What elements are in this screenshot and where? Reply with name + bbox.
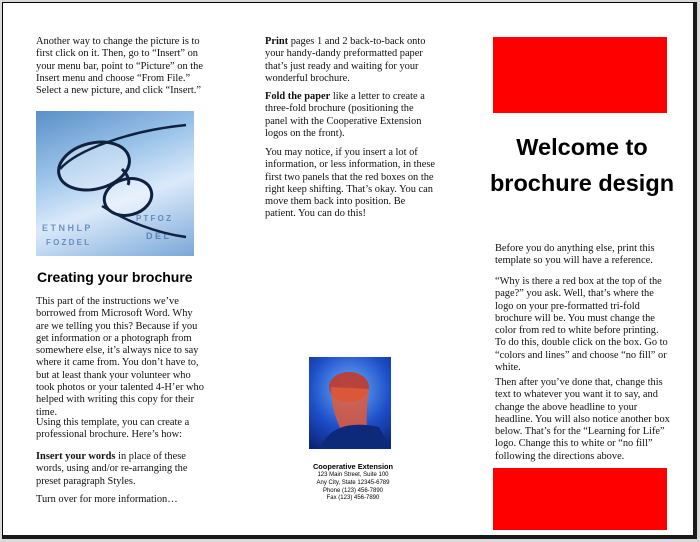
print-label: Print xyxy=(265,36,289,47)
print-para xyxy=(265,36,437,85)
welcome-headline: Welcome to brochure design xyxy=(489,134,675,196)
svg-text:F O Z D E L: F O Z D E L xyxy=(46,238,90,247)
bust-sculpture-icon xyxy=(309,357,391,449)
insert-words-para xyxy=(36,451,206,488)
bust-photo[interactable] xyxy=(309,357,391,449)
org-city: Any City, State 12345-6789 xyxy=(316,479,390,486)
creating-brochure-body: This part of the instructions we’ve borrowed from Microsoft Word. Why are we telling you this? Because if you get information or a photograph from somewhere else, it’s always nice to say where it came from. You don’t have to, but at least thank your volunteer who took photos or your talented 4-H’er who helped with writing this copy for their time. xyxy=(36,296,204,418)
brochure-page xyxy=(2,2,697,539)
red-box-explanation: “Why is there a red box at the top of the page?” you ask. Well, that’s where the logo on your pre-formatted tri-fold brochure will be. You must change the color from red to white before printing. To do this, double click on the box. Go to “colors and lines” and choose “no fill” or white. xyxy=(495,276,668,374)
fold-text: like a letter to create a three-fold brochure (positioning the panel with the Cooperative Extension logos on the front). xyxy=(265,91,425,139)
insert-words-text: in place of these words, using and/or re-arranging the preset paragraph Styles. xyxy=(36,451,188,487)
insert-words-label: Insert your words xyxy=(36,451,116,462)
cooperative-extension-contact xyxy=(293,461,413,503)
logo-placeholder-box[interactable] xyxy=(493,37,667,113)
learning-for-life-box[interactable] xyxy=(493,468,667,530)
org-street: 123 Main Street, Suite 100 xyxy=(317,472,389,478)
print-text: pages 1 and 2 back-to-back onto your handy-dandy preformatted paper that’s just ready and waiting for your wonderful brochure. xyxy=(265,36,426,84)
change-text-para: Then after you’ve done that, change this text to whatever you want it to say, and change the above headline to your headline. You will also notice another box below. That’s for the “Learning for Life” logo. Change this to white or “no fill” following the directions above. xyxy=(495,377,670,462)
svg-text:P T F O Z: P T F O Z xyxy=(136,214,171,223)
eyeglasses-photo[interactable] xyxy=(36,111,194,256)
org-fax: Fax (123) 456-7890 xyxy=(326,495,380,502)
template-howto: Using this template, you can create a professional brochure. Here’s how: xyxy=(36,417,190,441)
picture-instructions: Another way to change the picture is to first click on it. Then, go to “Insert” on your menu bar, point to “Picture” on the Insert menu and choose “From File.” Select a new picture, and click “Insert.” xyxy=(36,36,203,97)
turn-over-note: Turn over for more information… xyxy=(36,494,178,505)
svg-text:E T N H L P: E T N H L P xyxy=(42,223,91,233)
fold-label: Fold the paper xyxy=(265,91,331,102)
eyeglasses-icon xyxy=(36,111,194,256)
org-name: Cooperative Extension xyxy=(312,462,394,471)
svg-text:D E L: D E L xyxy=(146,231,170,241)
org-phone: Phone (123) 456-7890 xyxy=(322,487,384,494)
shifting-boxes-note: You may notice, if you insert a lot of information, or less information, in these first two panels that the red boxes on the right keep shifting. That’s okay. You can move them back into position. Be patient. You can do this! xyxy=(265,147,435,220)
creating-brochure-heading: Creating your brochure xyxy=(37,269,193,285)
fold-para xyxy=(265,91,437,140)
print-reference-para: Before you do anything else, print this template so you will have a reference. xyxy=(495,243,655,267)
